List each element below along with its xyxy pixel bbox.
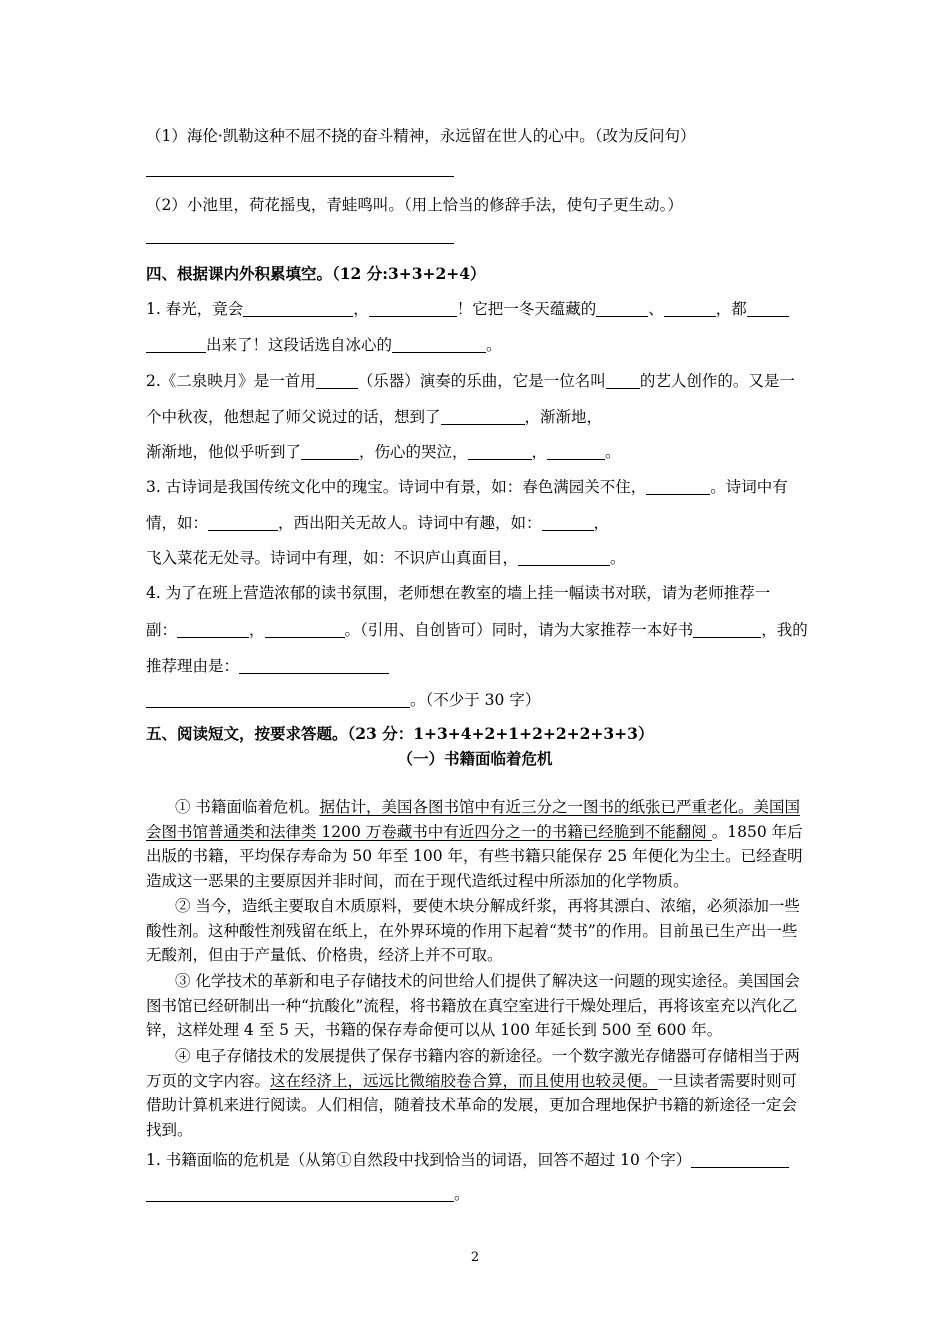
item-4-line-1: 4. 为了在班上营造浓郁的读书氛围，老师想在教室的墙上挂一幅读书对联，请为老师推荐一 [146,584,771,602]
blank[interactable] [646,477,710,495]
blank[interactable] [392,335,486,353]
answer-line[interactable] [146,176,454,177]
item-3-line-2: 情，如： ，西出阳关无故人。诗词中有趣，如： ， [146,514,610,532]
blank[interactable] [664,299,716,317]
section-4-title: 四、根据课内外积累填空。（12 分:3+3+2+4） [146,264,486,283]
blank[interactable] [208,513,278,531]
item-3-line-1: 3. 古诗词是我国传统文化中的瑰宝。诗词中有景，如：春色满园关不住， 。诗词中有 [146,478,788,496]
item-1-line-2: 出来了！这段话选自冰心的 。 [146,335,502,355]
blank[interactable] [146,690,410,708]
blank[interactable] [518,548,610,566]
paragraph-3: ③ 化学技术的革新和电子存储技术的问世给人们提供了解决这一问题的现实途径。美国国会图书馆已经研制出一种“抗酸化”流程，将书籍放在真空室进行干燥处理后，再将该室充以汽化乙锌，这样处理 4 至 5 天，书籍的保存寿命便可以从 100 年延长到 500 至 600 年。 [146,972,800,1040]
item-2-line-3: 渐渐地，他似乎听到了 ，伤心的哭泣， ， 。 [146,443,621,461]
blank[interactable] [691,1150,789,1168]
blank[interactable] [596,299,648,317]
passage-title: （一）书籍面临着危机 [397,749,553,768]
paragraph-1: ① 书籍面临着危机。据估计，美国各图书馆中有近三分之一图书的纸张已严重老化。美国国会图书馆普通类和法律类 1200 万卷藏书中有近四分之一的书籍已经脆到不能翻阅 。1850 年后出版的书籍，平均保存寿命为 50 年至 100 年，有些书籍只能保存 25 年便化为尘土。已经查明造成这一恶果的主要原因并非时间，而在于现代造纸过程中所添加的化学物质。 [146,798,803,890]
blank[interactable] [468,442,532,460]
blank[interactable] [239,656,389,674]
blank[interactable] [316,371,358,389]
section-5-title: 五、阅读短文，按要求答题。（23 分：1+3+4+2+1+2+2+2+3+3） [146,724,654,743]
question-1-text: （1）海伦·凯勒这种不屈不挠的奋斗精神，永远留在世人的心中。（改为反问句） [146,127,696,145]
blank[interactable] [747,299,789,317]
blank[interactable] [301,442,359,460]
reading-question-1: 1. 书籍面临的危机是（从第①自然段中找到恰当的词语，回答不超过 10 个字） [146,1150,789,1170]
paragraph-2: ② 当今，造纸主要取自木质原料，要使木块分解成纤浆，再将其漂白、浓缩，必须添加一些酸性剂。这种酸性剂残留在纸上，在外界环境的作用下起着“焚书”的作用。目前虽已生产出一些无酸剂，但由于产量低、价格贵，经济上并不可取。 [146,897,800,965]
question-2-text: （2）小池里，荷花摇曳，青蛙鸣叫。（用上恰当的修辞手法，使句子更生动。） [146,196,683,214]
blank[interactable] [542,513,594,531]
reading-question-1-line-2: 。 [146,1184,470,1204]
blank[interactable] [177,620,249,638]
blank[interactable] [265,620,345,638]
blank[interactable] [146,335,206,353]
blank[interactable] [146,1184,454,1202]
item-2-line-2: 个中秋夜，他想起了师父说过的话，想到了 ，渐渐地， [146,408,603,426]
answer-line[interactable] [146,243,454,244]
blank[interactable] [243,299,353,317]
item-3-line-3: 飞入菜花无处寻。诗词中有理，如：不识庐山真面目， 。 [146,549,626,567]
blank[interactable] [693,620,761,638]
blank[interactable] [547,442,605,460]
item-4-line-2: 副： ， 。（引用、自创皆可）同时，请为大家推荐一本好书 ，我的 [146,621,808,639]
item-2-line-1: 2.《二泉映月》是一首用 （乐器）演奏的乐曲，它是一位名叫 的艺人创作的。又是一 [146,372,795,390]
blank[interactable] [369,299,457,317]
item-4-line-4: 。（不少于 30 字） [146,690,540,710]
underlined-sentence: 这在经济上，远远比微缩胶卷合算，而且使用也较灵便。 [270,1071,658,1090]
paragraph-4: ④ 电子存储技术的发展提供了保存书籍内容的新途径。一个数字激光存储器可存储相当于两万页的文字内容。这在经济上，远远比微缩胶卷合算，而且使用也较灵便。一旦读者需要时则可借助计算机来进行阅读。人们相信，随着技术革命的发展，更加合理地保护书籍的新途径一定会找到。 [146,1047,800,1139]
page-number: 2 [470,1250,480,1265]
blank[interactable] [441,407,525,425]
blank[interactable] [606,371,640,389]
item-4-line-3: 推荐理由是： [146,656,389,676]
underlined-sentence: 据估计，美国各图书馆中有近三分之一图书的纸张已严重老化。美国国会图书馆普通类和法律类 1200 万卷藏书中有近四分之一的书籍已经脆到不能翻阅 [146,798,800,841]
item-1-line-1: 1. 春光，竟会 ， ！它把一冬天蕴藏的 、 ，都 [146,299,789,319]
